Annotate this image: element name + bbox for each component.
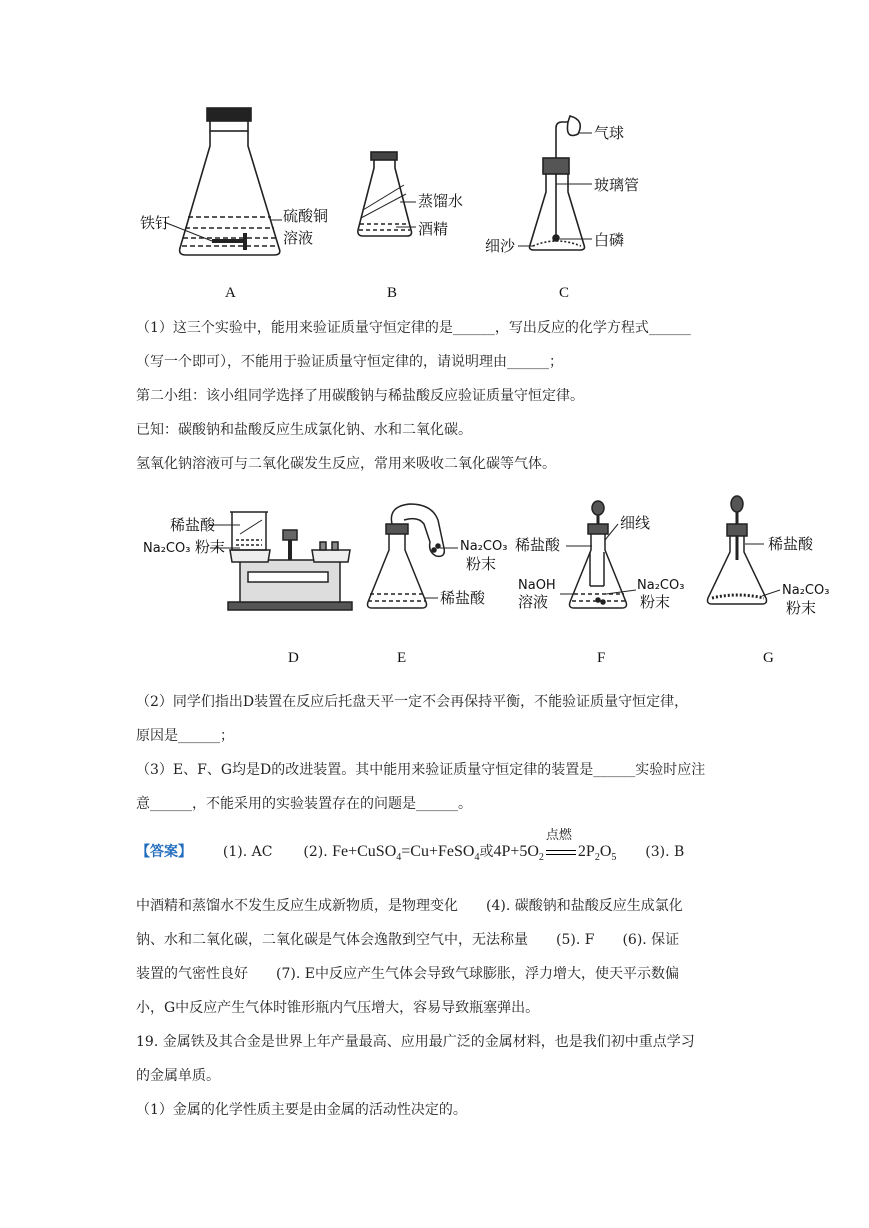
reaction-condition: 点燃 xyxy=(544,842,578,862)
group2-line3: 氢氧化钠溶液可与二氧化碳发生反应，常用来吸收二氧化碳等气体。 xyxy=(136,456,556,472)
q1-line1: （1）这三个实验中，能用来验证质量守恒定律的是______，写出反应的化学方程式______ xyxy=(136,320,691,336)
group2-line2: 已知：碳酸钠和盐酸反应生成氯化钠、水和二氧化碳。 xyxy=(136,422,472,438)
answer-line5: 小，G中反应产生气体时锥形瓶内气压增大，容易导致瓶塞弹出。 xyxy=(136,1000,540,1016)
label-fine-sand: 细沙 xyxy=(485,237,516,255)
f-label-naoh: NaOH xyxy=(518,578,556,593)
q2-line1: （2）同学们指出D装置在反应后托盘天平一定不会再保持平衡，不能验证质量守恒定律， xyxy=(136,694,689,710)
q2-line2: 原因是______； xyxy=(136,728,234,744)
f-label-thread: 细线 xyxy=(620,514,651,532)
caption-d: D xyxy=(288,650,299,666)
q19-line2: 的金属单质。 xyxy=(136,1068,220,1084)
label-distilled-water: 蒸馏水 xyxy=(418,192,464,210)
flask-b xyxy=(358,152,416,236)
g-label-na2co3: Na₂CO₃ xyxy=(782,583,830,598)
e-label-na2co3: Na₂CO₃ xyxy=(460,539,508,554)
f-label-hcl: 稀盐酸 xyxy=(515,536,561,554)
answer-line3: 钠、水和二氧化碳，二氧化碳是气体会逸散到空气中，无法称量 (5). F (6). 保证 xyxy=(136,932,680,948)
q19-line1: 19. 金属铁及其合金是世界上年产量最高、应用最广泛的金属材料，也是我们初中重点学习 xyxy=(136,1034,695,1050)
caption-c: C xyxy=(559,285,570,301)
answer-part3: (3). B xyxy=(645,844,685,860)
caption-f: F xyxy=(597,650,606,666)
answer-or: 或 xyxy=(479,844,494,860)
answer-part2-num: (2). xyxy=(303,844,328,860)
equation-iron: Fe+CuSO$_4$=Cu+FeSO$_4$ xyxy=(332,843,480,864)
figure-abc xyxy=(0,100,869,310)
label-copper-sulfate-2: 溶液 xyxy=(283,229,314,247)
g-label-powder: 粉末 xyxy=(786,599,817,617)
caption-e: E xyxy=(397,650,407,666)
answer-part1: (1). AC xyxy=(222,844,273,860)
label-balloon: 气球 xyxy=(594,124,625,142)
g-label-hcl: 稀盐酸 xyxy=(768,535,814,553)
apparatus-d xyxy=(210,512,352,610)
d-label-hcl: 稀盐酸 xyxy=(170,516,216,534)
equation-product: $2P_2O_5$ xyxy=(577,843,617,864)
d-label-na2co3: Na₂CO₃ xyxy=(143,541,191,556)
caption-a: A xyxy=(225,285,236,301)
e-label-hcl: 稀盐酸 xyxy=(440,589,486,607)
label-white-phosphorus: 白磷 xyxy=(594,231,625,249)
f-label-solution: 溶液 xyxy=(518,593,549,611)
q1-line2: （写一个即可），不能用于验证质量守恒定律的，请说明理由______； xyxy=(136,354,563,370)
equation-phosphorus: $4P+5O_2$ xyxy=(493,843,544,864)
q3-line2: 意______，不能采用的实验装置存在的问题是______。 xyxy=(136,796,472,812)
group2-line1: 第二小组：该小组同学选择了用碳酸钠与稀盐酸反应验证质量守恒定律。 xyxy=(136,388,584,404)
d-label-powder: 粉末 xyxy=(195,538,226,556)
answer-line2: 中酒精和蒸馏水不发生反应生成新物质，是物理变化 (4). 碳酸钠和盐酸反应生成氯化 xyxy=(136,898,683,914)
label-iron-nail: 铁钉 xyxy=(140,214,171,232)
f-label-powder: 粉末 xyxy=(640,593,671,611)
caption-g: G xyxy=(763,650,774,666)
flask-a xyxy=(164,108,282,255)
caption-b: B xyxy=(387,285,398,301)
q19-line3: （1）金属的化学性质主要是由金属的活动性决定的。 xyxy=(136,1102,467,1118)
answer-line4: 装置的气密性良好 (7). E中反应产生气体会导致气球膨胀，浮力增大，使天平示数偏 xyxy=(136,966,679,982)
e-label-powder: 粉末 xyxy=(466,555,497,573)
figure-defg xyxy=(0,490,869,675)
flask-c xyxy=(518,116,592,250)
label-alcohol: 酒精 xyxy=(418,220,449,238)
label-copper-sulfate: 硫酸铜 xyxy=(283,207,329,225)
label-glass-tube: 玻璃管 xyxy=(594,176,640,194)
answer-label: 【答案】 xyxy=(136,844,192,860)
f-label-na2co3: Na₂CO₃ xyxy=(637,578,685,593)
answer-line1 xyxy=(136,828,736,868)
q3-line1: （3）E、F、G均是D的改进装置。其中能用来验证质量守恒定律的装置是______实验时应注 xyxy=(136,762,706,778)
